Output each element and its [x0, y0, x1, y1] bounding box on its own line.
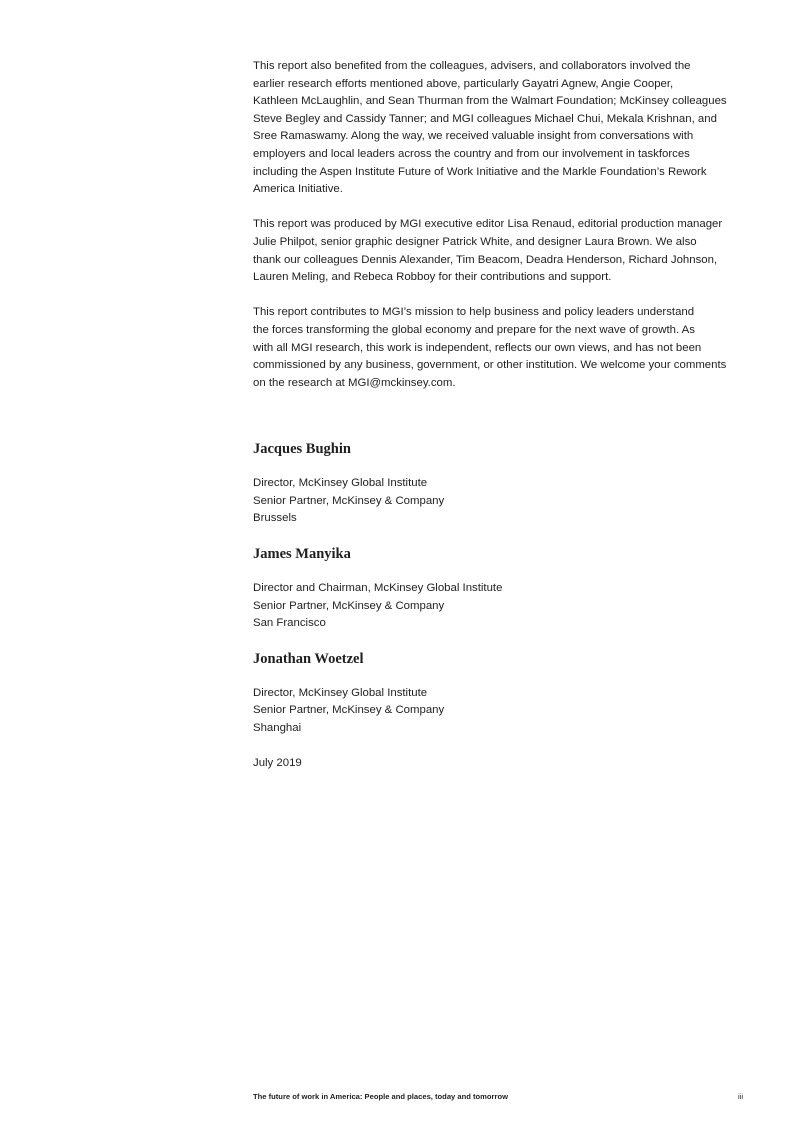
text-line: America Initiative.	[253, 183, 343, 196]
footer-page-number: iii	[738, 1092, 744, 1101]
text-line: This report also benefited from the colleagues, advisers, and collaborators involved the	[253, 60, 691, 72]
signer-jonathan-woetzel	[253, 650, 753, 738]
signer-james-manyika	[253, 545, 753, 633]
page-content	[253, 58, 753, 772]
report-date: July 2019	[253, 756, 302, 769]
acknowledgement-paragraph-1	[253, 58, 753, 199]
signer-location: Shanghai	[253, 722, 302, 735]
signer-title: Director and Chairman, McKinsey Global Institute	[253, 582, 503, 595]
text-line: This report was produced by MGI executive editor Lisa Renaud, editorial production manager	[253, 218, 723, 231]
signer-title: Senior Partner, McKinsey & Company	[253, 704, 445, 717]
signer-name: Jonathan Woetzel	[253, 650, 364, 667]
acknowledgement-paragraph-3	[253, 304, 753, 392]
signer-jacques-bughin	[253, 440, 753, 528]
acknowledgement-paragraph-2	[253, 216, 753, 286]
text-line: Julie Philpot, senior graphic designer Patrick White, and designer Laura Brown. We also	[253, 235, 697, 248]
signer-location: San Francisco	[253, 617, 326, 630]
text-line: with all MGI research, this work is independent, reflects our own views, and has not been	[253, 341, 702, 354]
signers-block	[253, 440, 753, 772]
text-line: on the research at MGI@mckinsey.com.	[253, 376, 456, 389]
text-line: Steve Begley and Cassidy Tanner; and MGI colleagues Michael Chui, Mekala Krishnan, and	[253, 112, 717, 125]
text-line: earlier research efforts mentioned above, particularly Gayatri Agnew, Angie Cooper,	[253, 77, 674, 90]
signer-title: Director, McKinsey Global Institute	[253, 686, 428, 699]
signer-title: Senior Partner, McKinsey & Company	[253, 494, 445, 507]
signer-name: Jacques Bughin	[253, 441, 351, 458]
signer-title: Director, McKinsey Global Institute	[253, 477, 428, 490]
text-line: Kathleen McLaughlin, and Sean Thurman from the Walmart Foundation; McKinsey colleagues	[253, 95, 727, 108]
text-line: commissioned by any business, government, or other institution. We welcome your comments	[253, 359, 727, 372]
signer-name: James Manyika	[253, 546, 351, 563]
text-line: thank our colleagues Dennis Alexander, Tim Beacom, Deadra Henderson, Richard Johnson,	[253, 253, 718, 266]
text-line: Sree Ramaswamy. Along the way, we received valuable insight from conversations with	[253, 130, 694, 143]
text-line: Lauren Meling, and Rebeca Robboy for their contributions and support.	[253, 271, 612, 284]
signer-title: Senior Partner, McKinsey & Company	[253, 599, 445, 612]
text-line: the forces transforming the global economy and prepare for the next wave of growth. As	[253, 323, 695, 336]
text-line: employers and local leaders across the country and from our involvement in taskforces	[253, 147, 690, 160]
signer-location: Brussels	[253, 512, 297, 525]
text-line: This report contributes to MGI’s mission to help business and policy leaders understand	[253, 306, 695, 319]
footer-report-title: The future of work in America: People and places, today and tomorrow	[253, 1092, 508, 1101]
text-line: including the Aspen Institute Future of Work Initiative and the Markle Foundation’s Rework	[253, 165, 707, 178]
